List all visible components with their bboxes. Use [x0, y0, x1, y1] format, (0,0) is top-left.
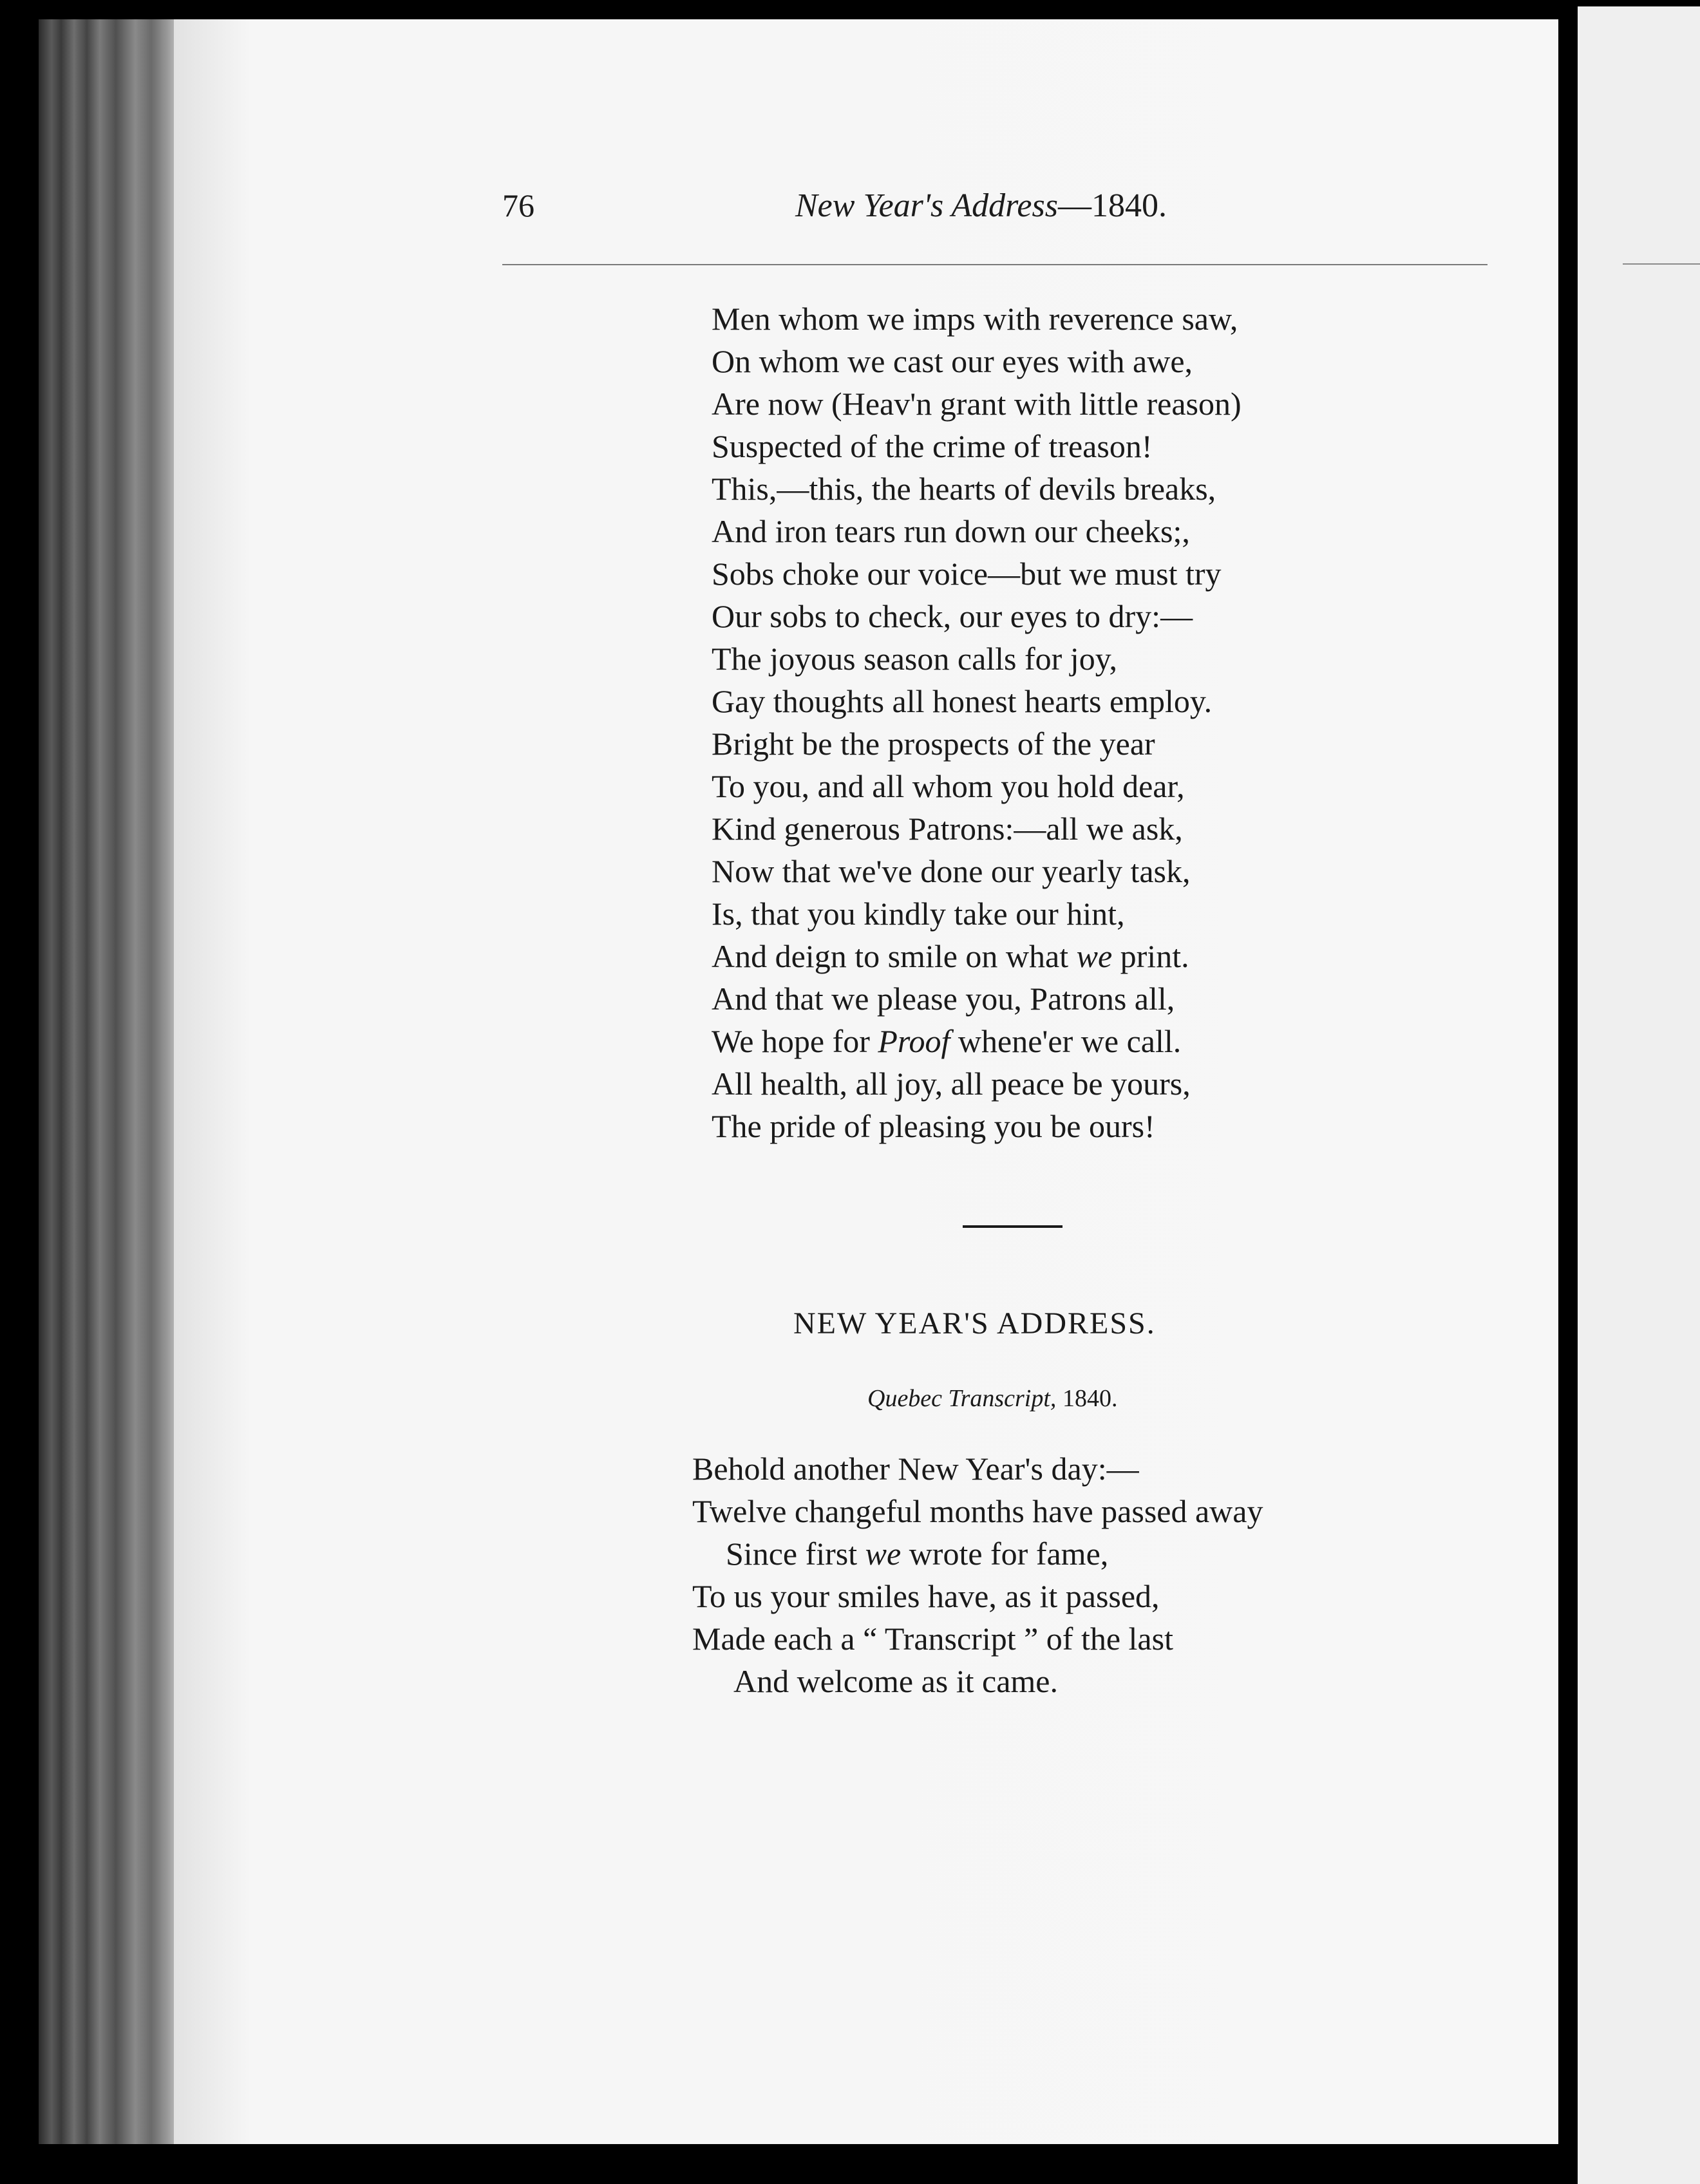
poem-continued: [712, 297, 1242, 1147]
poem-line: All health, all joy, all peace be yours,: [712, 1066, 1191, 1102]
poem-line: Twelve changeful months have passed away: [692, 1493, 1263, 1529]
poem-line: And welcome as it came.: [733, 1663, 1058, 1699]
poem-line: Bright be the prospects of the year: [712, 726, 1155, 762]
facing-page-edge: [1578, 6, 1700, 2184]
poem-line: On whom we cast our eyes with awe,: [712, 343, 1193, 379]
poem-new-year: [692, 1447, 1263, 1702]
poem-line-text: Since first: [726, 1536, 865, 1572]
poem-line-italic: we: [865, 1536, 902, 1572]
poem-line-text: wrote for fame,: [901, 1536, 1109, 1572]
poem-line-text: We hope for: [712, 1023, 878, 1059]
source-year: 1840.: [1056, 1385, 1118, 1412]
poem-line: [692, 1532, 1263, 1575]
poem-line: Are now (Heav'n grant with little reason): [712, 386, 1242, 422]
header-rule: [502, 264, 1488, 265]
poem-line-italic: Proof: [878, 1023, 950, 1059]
poem-line: Kind generous Patrons:—all we ask,: [712, 811, 1183, 847]
poem-line: The pride of pleasing you be ours!: [712, 1108, 1155, 1144]
section-title: NEW YEAR'S ADDRESS.: [793, 1306, 1156, 1341]
book-page-edges: [39, 19, 180, 2144]
running-title: [795, 187, 1167, 225]
poem-line: Our sobs to check, our eyes to dry:—: [712, 598, 1193, 634]
source-publication: Quebec Transcript,: [867, 1385, 1057, 1412]
poem-line: To you, and all whom you hold dear,: [712, 768, 1185, 804]
poem-line: Behold another New Year's day:—: [692, 1451, 1139, 1487]
poem-line: Gay thoughts all honest hearts employ.: [712, 683, 1213, 719]
section-separator: [963, 1225, 1062, 1228]
poem-line-text: whene'er we call.: [950, 1023, 1182, 1059]
book-gutter: [1558, 0, 1578, 2184]
poem-line: [712, 1020, 1242, 1062]
page-number: 76: [502, 187, 534, 223]
running-title-italic: New Year's Address: [795, 187, 1058, 224]
facing-page-rule: [1623, 263, 1700, 265]
poem-line: Now that we've done our yearly task,: [712, 853, 1191, 889]
section-source: [867, 1384, 1117, 1413]
poem-line: Is, that you kindly take our hint,: [712, 896, 1125, 932]
poem-line: Sobs choke our voice—but we must try: [712, 556, 1222, 592]
poem-line: This,—this, the hearts of devils breaks,: [712, 471, 1216, 507]
poem-line: Suspected of the crime of treason!: [712, 428, 1153, 464]
running-title-year: —1840.: [1057, 187, 1167, 224]
poem-line: And that we please you, Patrons all,: [712, 981, 1175, 1017]
poem-line-text: And deign to smile on what: [712, 938, 1077, 974]
poem-line: Men whom we imps with reverence saw,: [712, 301, 1238, 337]
poem-line-text: print.: [1112, 938, 1189, 974]
poem-line-italic: we: [1076, 938, 1113, 974]
poem-line: The joyous season calls for joy,: [712, 641, 1117, 677]
poem-line: And iron tears run down our cheeks;,: [712, 513, 1190, 549]
running-head: [502, 187, 1494, 232]
poem-line: [712, 935, 1242, 977]
poem-line: To us your smiles have, as it passed,: [692, 1578, 1160, 1614]
poem-line: Made each a “ Transcript ” of the last: [692, 1621, 1173, 1657]
